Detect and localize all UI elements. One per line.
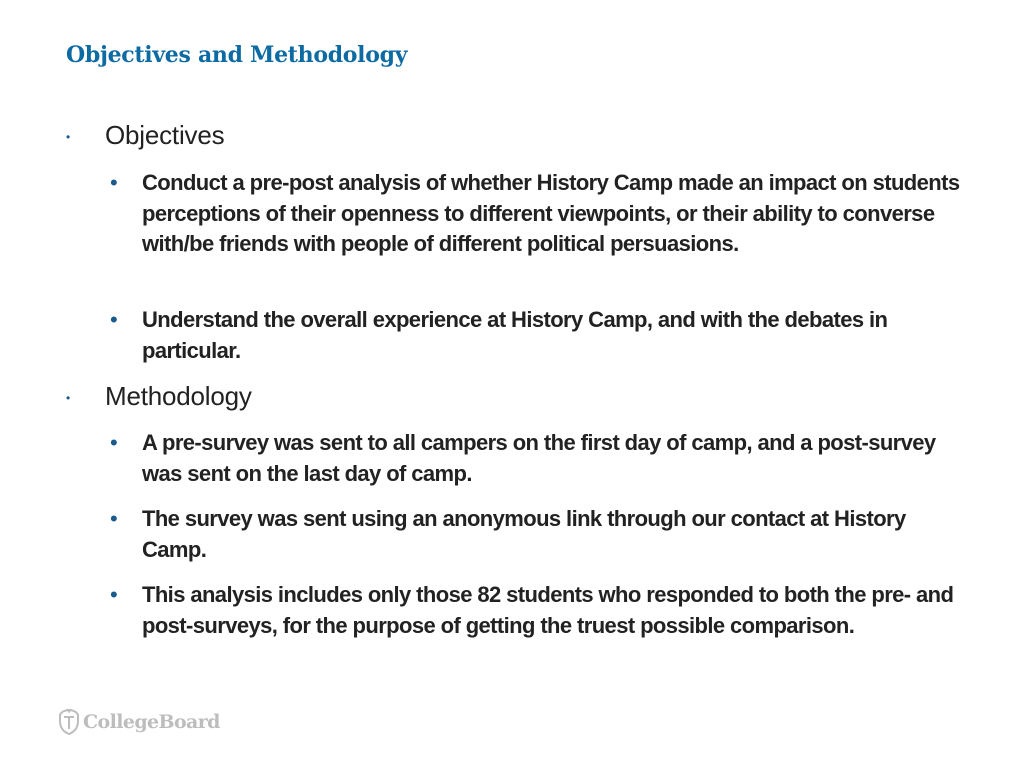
- list-item-text: A pre-survey was sent to all campers on the first day of camp, and a post-survey was sent on the last day of camp.: [142, 430, 936, 486]
- list-bullet: •: [110, 307, 118, 332]
- slide-title: Objectives and Methodology: [66, 42, 408, 68]
- list-bullet: •: [110, 170, 118, 195]
- list-bullet: •: [110, 430, 118, 455]
- list-item-text: This analysis includes only those 82 students who responded to both the pre- and post-surveys, for the purpose of getting the truest possible comparison.: [142, 582, 954, 638]
- college-board-logo: [58, 708, 220, 736]
- list-item-text: Understand the overall experience at History Camp, and with the debates in particular.: [142, 307, 888, 363]
- logo-text: CollegeBoard: [83, 711, 220, 733]
- section-bullet: •: [66, 391, 71, 405]
- acorn-shield-icon: [58, 708, 80, 736]
- list-bullet: •: [110, 506, 118, 531]
- section-heading-methodology: Methodology: [105, 381, 252, 411]
- section-heading-objectives: Objectives: [105, 120, 225, 150]
- section-bullet: •: [66, 130, 71, 144]
- list-item-text: The survey was sent using an anonymous link through our contact at History Camp.: [142, 506, 906, 562]
- list-bullet: •: [110, 582, 118, 607]
- list-item-text: Conduct a pre-post analysis of whether History Camp made an impact on students perceptions of their openness to different viewpoints, or their ability to converse with/be friends with people of different political persuasions.: [142, 170, 960, 256]
